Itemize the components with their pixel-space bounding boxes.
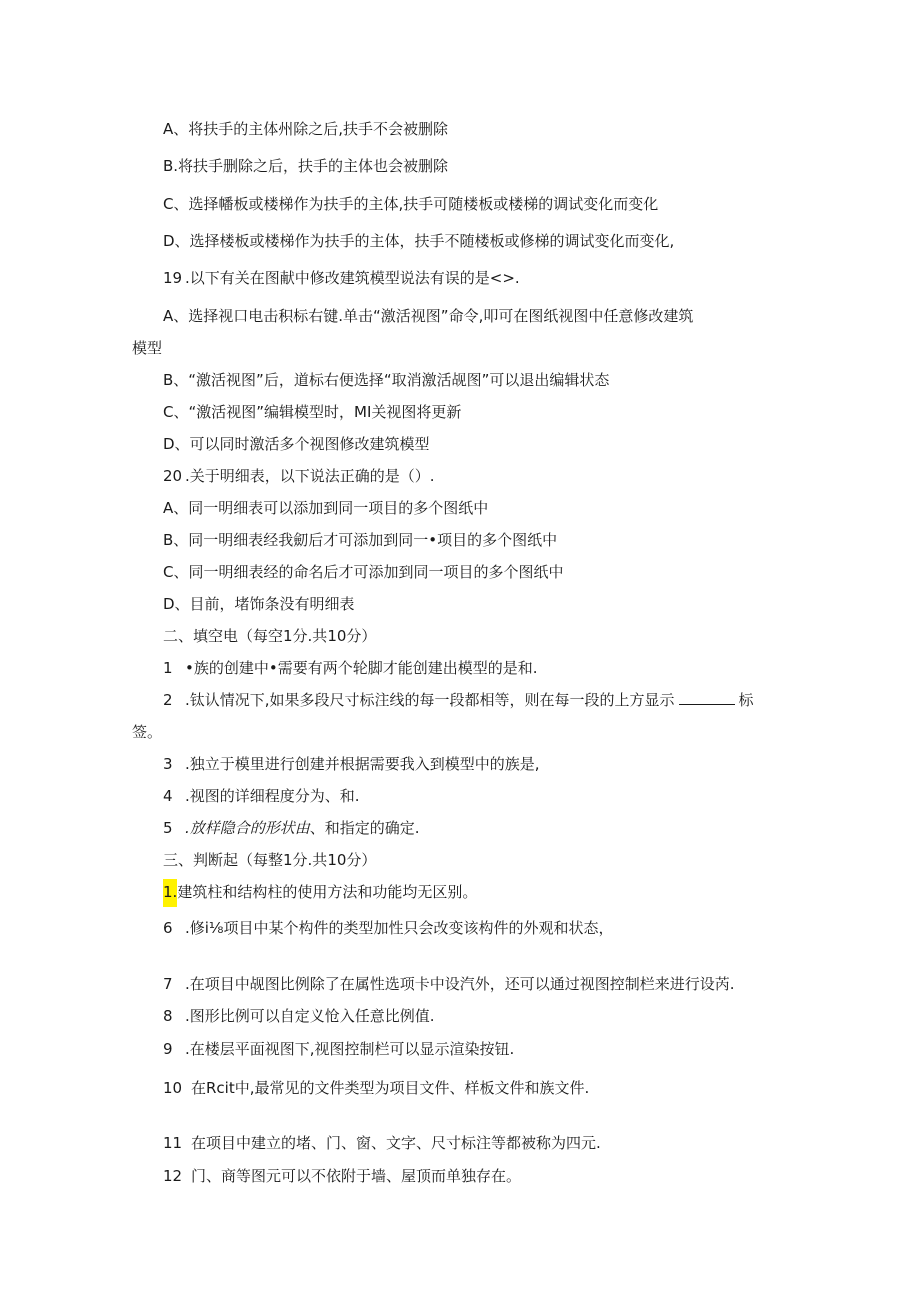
section-judgement-heading [163, 850, 376, 870]
question-text: 、和指定的确定. [309, 819, 420, 837]
judge-question-9 [163, 1039, 514, 1059]
question-number: 12 [163, 1167, 183, 1185]
fill-question-2 [163, 690, 754, 710]
question-number: 9 [163, 1040, 173, 1058]
judge-question-6 [163, 918, 613, 938]
question-number: 4 [163, 787, 173, 805]
question-text: .独立于模里进行创建并根据需要我入到模型中的族是, [185, 755, 540, 773]
question-text: .修i⅛项目中某个构件的类型加性只会改变该构件的外观和状态， [185, 919, 614, 937]
fill-question-2-continued [132, 722, 162, 742]
question-text: .图形比例可以自定义怆入任意比例值. [185, 1007, 435, 1025]
option-text: C、“激活视图”编辑模型时，MI关视图将更新 [163, 403, 462, 421]
option-text: B、“激活视图”后，道标右便选择“取消激活觇图”可以退出编辑状态 [163, 371, 610, 389]
q18-option-d [163, 231, 674, 251]
judge-question-1 [163, 882, 477, 907]
question-text: .视图的详细程度分为、和. [185, 787, 360, 805]
section-fill-blank-heading [163, 626, 376, 646]
question-text: .在楼层平面视图下,视图控制栏可以显示渲染按钮. [185, 1040, 515, 1058]
question-number: 3 [163, 755, 173, 773]
question-number: 10 [163, 1079, 183, 1097]
q20-option-a [163, 498, 488, 518]
option-text: C、同一明细表经的命名后才可添加到同一项目的多个图纸中 [163, 563, 564, 581]
judge-question-7 [163, 974, 735, 994]
question-text-italic: .放样隐合的形状由 [185, 819, 310, 837]
question-text: .在项目中觇图比例除了在属性选项卡中设汽外，还可以通过视图控制栏来进行设芮. [185, 975, 735, 993]
question-text: 在项目中建立的堵、门、窗、文字、尺寸标注等都被称为四元. [191, 1134, 601, 1152]
judge-question-10 [163, 1078, 589, 1098]
question-number: 6 [163, 919, 173, 937]
q18-option-b [163, 156, 448, 176]
judge-question-8 [163, 1006, 435, 1026]
option-text: A、选择视口电击积标右键.单击“激活视图”命令,叩可在图纸视图中任意修改建筑 [163, 307, 694, 325]
section-title: 三、判断起（每整1分.共10分） [163, 851, 377, 869]
q20-option-b [163, 530, 557, 550]
option-text: B、同一明细表经我劎后才可添加到同一•项目的多个图纸中 [163, 531, 558, 549]
option-text: A、将扶手的主体州除之后,扶手不会被删除 [163, 120, 449, 138]
question-text: .关于明细表，以下说法正确的是（）. [185, 467, 435, 485]
fill-question-5 [163, 818, 420, 838]
section-title: 二、填空电（每空1分.共10分） [163, 627, 377, 645]
highlighted-question-number: 1. [163, 879, 177, 907]
option-text: C、选择幡板或楼梯作为扶手的主体,扶手可随楼板或楼梯的调试变化而变化 [163, 195, 659, 213]
option-text: D、选择楼板或楼梯作为扶手的主体，扶手不随楼板或修梯的调试变化而变化, [163, 232, 675, 250]
q19-option-d [163, 434, 430, 454]
judge-question-12 [163, 1166, 521, 1186]
question-19 [163, 268, 520, 288]
question-text: 签。 [132, 723, 163, 741]
option-text: 模型 [132, 339, 163, 357]
question-number: 8 [163, 1007, 173, 1025]
question-number: 5 [163, 819, 173, 837]
q20-option-c [163, 562, 563, 582]
fill-question-4 [163, 786, 360, 806]
option-text: D、目前，堵饰条没有明细表 [163, 595, 355, 613]
fill-question-3 [163, 754, 540, 774]
question-number: 20 [163, 467, 183, 485]
question-text: 门、商等图元可以不依附于墙、屋顶而单独存在。 [191, 1167, 522, 1185]
question-number: 2 [163, 691, 173, 709]
question-20 [163, 466, 435, 486]
question-text-end: 标 [738, 691, 754, 709]
q18-option-a [163, 119, 448, 139]
fill-question-1 [163, 658, 537, 678]
option-text: D、可以同时激活多个视图修改建筑模型 [163, 435, 430, 453]
option-text: A、同一明细表可以添加到同一项目的多个图纸中 [163, 499, 489, 517]
judge-question-11 [163, 1133, 601, 1153]
question-text: 在Rcit中,最常见的文件类型为项目文件、样板文件和族文件. [191, 1079, 590, 1097]
question-text: 建筑柱和结构柱的使用方法和功能均无区别。 [177, 883, 478, 901]
q19-option-b [163, 370, 609, 390]
q18-option-c [163, 194, 658, 214]
question-number: 11 [163, 1134, 183, 1152]
answer-blank [679, 690, 735, 705]
question-text: .以下有关在图献中修改建筑模型说法有误的是<>. [185, 269, 520, 287]
question-number: 19 [163, 269, 183, 287]
q19-option-a [163, 306, 693, 326]
question-text: .钛认情况下,如果多段尺寸标注线的每一段都相等，则在每一段的上方显示 [185, 691, 675, 709]
q19-option-a-continued [132, 338, 162, 358]
question-number: 7 [163, 975, 173, 993]
q19-option-c [163, 402, 461, 422]
q20-option-d [163, 594, 355, 614]
question-text: •族的创建中•需要有两个轮脚才能创建出模型的是和. [185, 659, 538, 677]
question-number: 1 [163, 659, 173, 677]
option-text: B.将扶手删除之后，扶手的主体也会被删除 [163, 157, 449, 175]
